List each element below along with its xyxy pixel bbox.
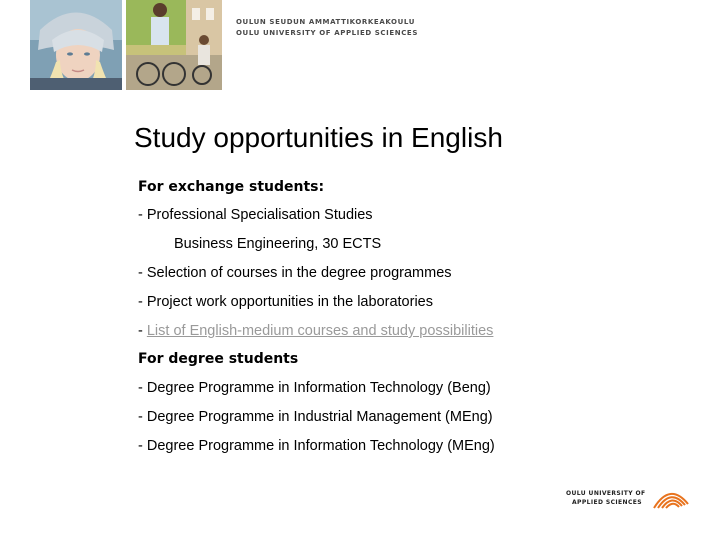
degree-item: - Degree Programme in Information Technology (Beng) [138, 380, 491, 396]
header-photo-student-portrait [30, 0, 122, 90]
degree-item: - Degree Programme in Industrial Management (MEng) [138, 409, 493, 425]
degree-heading: For degree students [138, 351, 299, 367]
logo-text-line1: OULU UNIVERSITY OF [566, 490, 646, 497]
degree-item: - Degree Programme in Information Technology (MEng) [138, 438, 495, 454]
english-courses-link[interactable]: List of English-medium courses and study possibilities [146, 323, 494, 339]
logo-arc-icon [652, 484, 690, 512]
logo-text-line2: APPLIED SCIENCES [572, 499, 642, 506]
exchange-item: - Project work opportunities in the laboratories [138, 294, 433, 310]
exchange-item: - Selection of courses in the degree programmes [138, 265, 452, 281]
slide-title: Study opportunities in English [134, 122, 503, 153]
exchange-item: - Professional Specialisation Studies [138, 207, 373, 223]
org-name-finnish: OULUN SEUDUN AMMATTIKORKEAKOULU [236, 18, 415, 26]
link-prefix: - [138, 323, 147, 339]
org-name-english: OULU UNIVERSITY OF APPLIED SCIENCES [236, 29, 418, 37]
exchange-item-sub: Business Engineering, 30 ECTS [174, 236, 382, 252]
header-photo-campus-cyclists [126, 0, 222, 90]
courses-link-line [138, 323, 493, 339]
exchange-heading: For exchange students: [138, 179, 325, 195]
